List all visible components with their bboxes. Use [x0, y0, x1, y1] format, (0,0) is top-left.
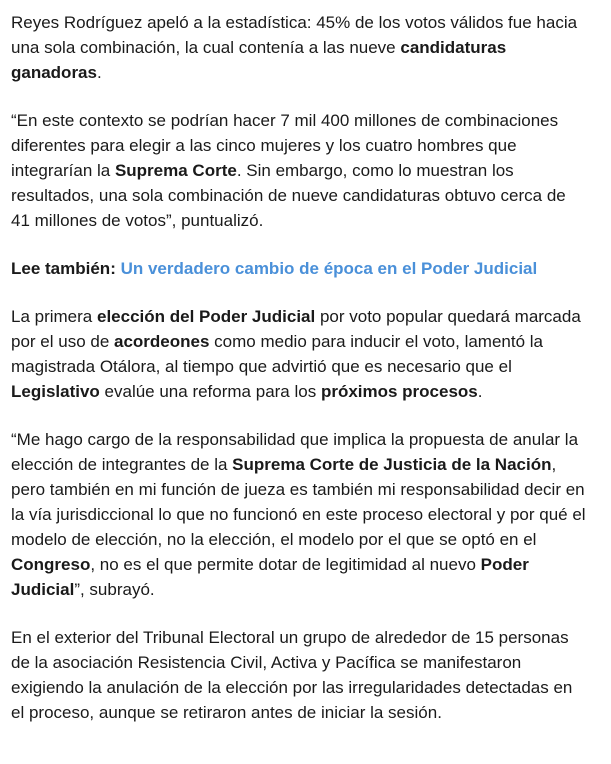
paragraph-text: , no es el que permite dotar de legitimidad al nuevo	[90, 555, 481, 574]
paragraph-text: Reyes Rodríguez apeló a la estadística: 45% de los votos válidos fue hacia una sola combinación, la cual contenía a las nueve	[11, 13, 578, 57]
bold-proximos-procesos: próximos procesos	[320, 382, 478, 401]
bold-suprema-corte-justicia: Suprema Corte de Justicia de la Nación	[232, 455, 552, 474]
paragraph-text: .	[477, 382, 483, 401]
paragraph-text: ”, subrayó.	[74, 580, 155, 599]
read-also-label: Lee también:	[11, 259, 116, 278]
paragraph-text: “Me hago cargo de la responsabilidad que implica la propuesta de anular la elección de integrantes de la	[11, 430, 579, 474]
paragraph-protest	[11, 625, 589, 725]
bold-poder-judicial: Poder Judicial	[11, 555, 529, 599]
paragraph-text: , pero también en mi función de jueza es también mi responsabilidad decir en la vía jurisdiccional lo que no funcionó en este proceso electoral y por qué el modelo de elección, no la elección, el modelo por el que se optó en el	[11, 455, 586, 549]
paragraph-text: como medio para inducir el voto, lamentó la magistrada Otálora, al tiempo que advirtió que es necesario que el	[11, 332, 544, 376]
bold-acordeones: acordeones	[114, 332, 210, 351]
paragraph-statistics	[11, 0, 589, 85]
paragraph-text: .	[96, 63, 102, 82]
read-also	[11, 256, 589, 281]
bold-congreso: Congreso	[11, 555, 91, 574]
paragraph-text: evalúe una reforma para los	[99, 382, 321, 401]
paragraph-quote-combinations	[11, 108, 589, 233]
bold-legislativo: Legislativo	[11, 382, 100, 401]
paragraph-text: La primera	[11, 307, 97, 326]
bold-candidaturas-ganadoras: candidaturas ganadoras	[11, 38, 507, 82]
paragraph-text: por voto popular quedará marcada por el uso de	[11, 307, 581, 351]
paragraph-text: En el exterior del Tribunal Electoral un grupo de alrededor de 15 personas de la asociación Resistencia Civil, Activa y Pacífica se manifestaron exigiendo la anulación de la elección por las irregularidades detectadas en el proceso, aunque se retiraron antes de iniciar la sesión.	[11, 628, 573, 722]
bold-suprema-corte: Suprema Corte	[114, 161, 237, 180]
paragraph-quote-responsibility	[11, 427, 589, 602]
paragraph-text: “En este contexto se podrían hacer 7 mil 400 millones de combinaciones diferentes para elegir a las cinco mujeres y los cuatro hombres que integrarían la	[11, 111, 559, 180]
paragraph-text: . Sin embargo, como lo muestran los resultados, una sola combinación de nueve candidaturas obtuvo cerca de 41 millones de votos”, puntualizó.	[11, 161, 566, 230]
read-also-link[interactable]: Un verdadero cambio de época en el Poder Judicial	[120, 259, 538, 278]
paragraph-acordeones	[11, 304, 589, 404]
bold-eleccion-poder-judicial: elección del Poder Judicial	[96, 307, 316, 326]
